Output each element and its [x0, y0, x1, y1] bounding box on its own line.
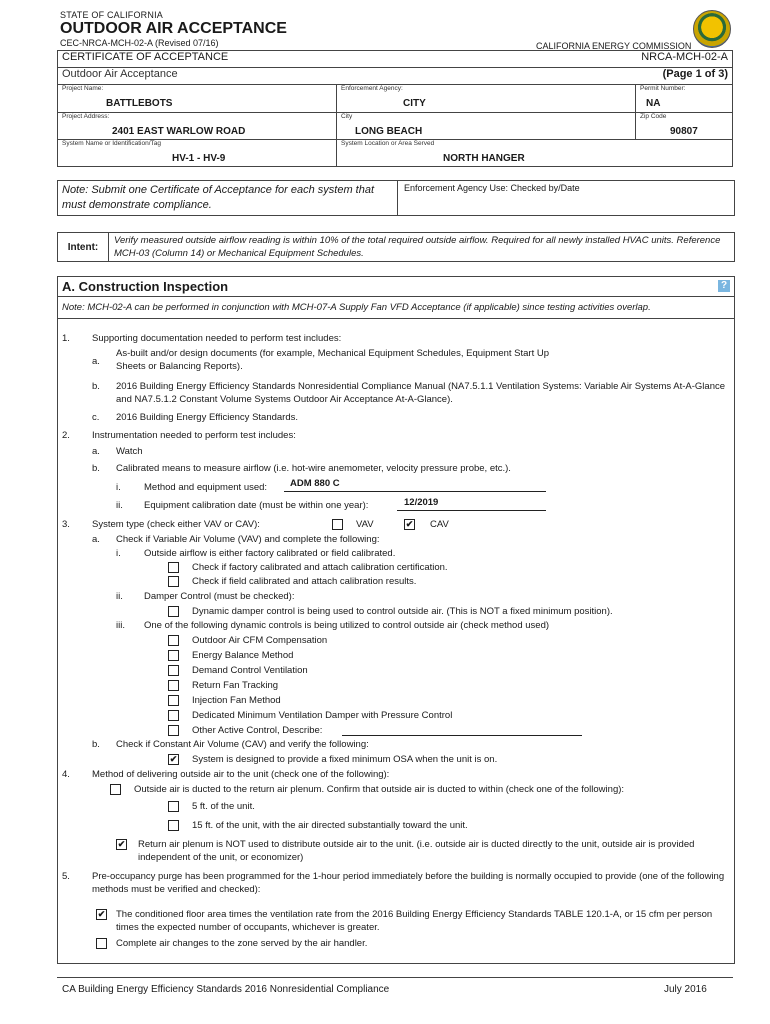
field-calibrated-label: Check if field calibrated and attach calibration results.: [192, 576, 417, 587]
factory-calibrated-label: Check if factory calibrated and attach calibration certification.: [192, 562, 448, 573]
intent-box: [57, 232, 735, 262]
item-3aiii-num: iii.: [116, 620, 125, 631]
item-1-number: 1.: [62, 333, 70, 344]
method-dcv-checkbox[interactable]: [168, 665, 179, 676]
item-2a-letter: a.: [92, 446, 100, 457]
method-other-checkbox[interactable]: [168, 725, 179, 736]
method-dedicated-damper-checkbox[interactable]: [168, 710, 179, 721]
factory-calibrated-checkbox[interactable]: [168, 562, 179, 573]
address-cell[interactable]: [58, 113, 337, 140]
item-3a-letter: a.: [92, 534, 100, 545]
item-2a-text: Watch: [116, 446, 143, 457]
item-5-number: 5.: [62, 871, 70, 882]
note-box: [57, 180, 735, 216]
permit-cell[interactable]: [636, 85, 733, 113]
plenum-not-used-label: Return air plenum is NOT used to distribute outside air to the unit. (i.e. outside air is ducted directly to the unit, outside air is provided independent of the unit, or economizer): [138, 839, 695, 863]
address-label: Project Address:: [62, 113, 110, 120]
within-15ft-checkbox[interactable]: [168, 820, 179, 831]
item-2-number: 2.: [62, 430, 70, 441]
agency-use-field[interactable]: Enforcement Agency Use: Checked by/Date: [404, 183, 580, 193]
project-name-value: BATTLEBOTS: [106, 98, 173, 109]
item-3aii-text: Damper Control (must be checked):: [144, 591, 295, 602]
method-other-label: Other Active Control, Describe:: [192, 725, 323, 736]
submit-note: Note: Submit one Certificate of Acceptance for each system that must demonstrate compliance.: [58, 181, 398, 215]
dynamic-damper-label: Dynamic damper control is being used to control outside air. (This is NOT a fixed minimum position).: [192, 606, 613, 617]
system-location-cell[interactable]: [337, 140, 733, 167]
section-construction-inspection: [57, 276, 735, 964]
item-1b-letter: b.: [92, 381, 100, 392]
zip-value: 90807: [670, 126, 698, 137]
within-5ft-checkbox[interactable]: [168, 801, 179, 812]
system-name-label: System Name or Identification/Tag: [62, 140, 161, 147]
form-id: CEC-NRCA-MCH-02-A (Revised 07/16): [60, 38, 219, 48]
address-value: 2401 EAST WARLOW ROAD: [112, 126, 246, 137]
cert-code: NRCA-MCH-02-A: [636, 51, 733, 68]
enforcement-value: CITY: [403, 98, 426, 109]
item-1c-letter: c.: [92, 412, 100, 423]
other-control-describe-field[interactable]: [342, 723, 582, 736]
footer-date: July 2016: [664, 984, 707, 995]
vav-label: VAV: [356, 519, 374, 530]
item-3b-letter: b.: [92, 739, 100, 750]
method-dcv-label: Demand Control Ventilation: [192, 665, 308, 676]
plenum-not-used-checkbox[interactable]: ✔: [117, 839, 126, 849]
commission-seal-icon: [693, 10, 731, 48]
form-title: OUTDOOR AIR ACCEPTANCE: [60, 20, 287, 37]
section-note: Note: MCH-02-A can be performed in conjunction with MCH-07-A Supply Fan VFD Acceptance (if applicable) since testing activities overlap.: [58, 297, 734, 319]
system-location-label: System Location or Area Served: [341, 140, 435, 147]
method-energy-balance-label: Energy Balance Method: [192, 650, 294, 661]
method-oa-cfm-checkbox[interactable]: [168, 635, 179, 646]
method-energy-balance-checkbox[interactable]: [168, 650, 179, 661]
intent-label: Intent:: [58, 233, 109, 261]
item-2bii-text: Equipment calibration date (must be within one year):: [144, 500, 369, 511]
ducted-to-plenum-label: Outside air is ducted to the return air plenum. Confirm that outside air is ducted to within (check one of the following):: [134, 784, 625, 795]
floor-area-ventilation-checkbox[interactable]: ✔: [97, 909, 106, 919]
system-name-cell[interactable]: [58, 140, 337, 167]
item-2-text: Instrumentation needed to perform test includes:: [92, 430, 296, 441]
zip-label: Zip Code: [640, 113, 667, 120]
footer-standards: CA Building Energy Efficiency Standards 2016 Nonresidential Compliance: [62, 984, 390, 995]
agency-label: CALIFORNIA ENERGY COMMISSION: [536, 41, 692, 51]
item-3ai-num: i.: [116, 548, 121, 559]
item-3aii-num: ii.: [116, 591, 123, 602]
item-1c-text: 2016 Building Energy Efficiency Standards.: [116, 412, 299, 423]
permit-label: Permit Number:: [640, 85, 686, 92]
system-location-value: NORTH HANGER: [443, 153, 525, 164]
item-1a-letter: a.: [92, 356, 100, 367]
city-cell[interactable]: [337, 113, 636, 140]
item-3ai-text: Outside airflow is either factory calibrated or field calibrated.: [144, 548, 396, 559]
zip-cell[interactable]: [636, 113, 733, 140]
intent-text: Verify measured outside airflow reading is within 10% of the total required outside airflow. Required for all newly installed HVAC units. Reference MCH-03 (Column 14) or Mechanical Equipment Schedules.: [114, 235, 721, 259]
item-4-number: 4.: [62, 769, 70, 780]
item-2bi-num: i.: [116, 482, 121, 493]
complete-air-changes-label: Complete air changes to the zone served by the air handler.: [116, 938, 368, 949]
field-calibrated-checkbox[interactable]: [168, 576, 179, 587]
method-return-fan-label: Return Fan Tracking: [192, 680, 279, 691]
project-info-table: [57, 50, 733, 167]
item-3a-text: Check if Variable Air Volume (VAV) and complete the following:: [116, 534, 380, 545]
item-1a-text: As-built and/or design documents (for example, Mechanical Equipment Schedules, Equipment Start Up Sheets or Balancing Reports).: [116, 348, 550, 372]
calibration-date-value: 12/2019: [404, 497, 439, 508]
item-5-text: Pre-occupancy purge has been programmed for the 1-hour period immediately before the building is normally occupied to provide (one of the following methods must be verified and checked):: [92, 871, 725, 895]
item-2bi-text: Method and equipment used:: [144, 482, 268, 493]
vav-checkbox[interactable]: [332, 519, 343, 530]
cert-title: CERTIFICATE OF ACCEPTANCE: [58, 51, 636, 68]
section-title-text: A. Construction Inspection: [62, 279, 229, 294]
help-icon[interactable]: ?: [718, 280, 730, 292]
method-injection-fan-label: Injection Fan Method: [192, 695, 281, 706]
cert-subtitle: Outdoor Air Acceptance: [58, 68, 636, 85]
cav-checkbox[interactable]: ✔: [405, 519, 414, 529]
section-title: [58, 277, 734, 297]
state-label: STATE OF CALIFORNIA: [60, 10, 163, 20]
item-2bii-num: ii.: [116, 500, 123, 511]
footer-divider: [57, 977, 733, 978]
item-1-text: Supporting documentation needed to perform test includes:: [92, 333, 342, 344]
item-2b-letter: b.: [92, 463, 100, 474]
page-indicator: (Page 1 of 3): [636, 68, 733, 85]
item-1b-text: 2016 Building Energy Efficiency Standards Nonresidential Compliance Manual (NA7.5.1.1 Ventilation Systems: Variable Air Systems At-A-Glance and NA7.5.1.2 Constant Volume Systems Outdoor Air Acceptance At-A-Glance).: [116, 381, 726, 405]
system-name-value: HV-1 - HV-9: [172, 153, 226, 164]
fixed-min-osa-checkbox[interactable]: ✔: [169, 754, 178, 764]
project-name-label: Project Name:: [62, 85, 104, 92]
fixed-min-osa-label: System is designed to provide a fixed minimum OSA when the unit is on.: [192, 754, 498, 765]
floor-area-ventilation-label: The conditioned floor area times the ventilation rate from the 2016 Building Energy Efficiency Standards TABLE 120.1-A, or 15 cfm per person times the expected number of occupants, whichever is greater.: [116, 909, 713, 933]
enforcement-label: Enforcement Agency:: [341, 85, 403, 92]
method-return-fan-checkbox[interactable]: [168, 680, 179, 691]
dynamic-damper-checkbox[interactable]: [168, 606, 179, 617]
city-value: LONG BEACH: [355, 126, 423, 137]
method-oa-cfm-label: Outdoor Air CFM Compensation: [192, 635, 328, 646]
complete-air-changes-checkbox[interactable]: [96, 938, 107, 949]
item-2b-text: Calibrated means to measure airflow (i.e. hot-wire anemometer, velocity pressure probe, etc.).: [116, 463, 511, 474]
project-name-cell[interactable]: [58, 85, 337, 113]
method-dedicated-damper-label: Dedicated Minimum Ventilation Damper with Pressure Control: [192, 710, 453, 721]
item-3-number: 3.: [62, 519, 70, 530]
enforcement-cell[interactable]: [337, 85, 636, 113]
within-5ft-label: 5 ft. of the unit.: [192, 801, 255, 812]
method-equipment-value: ADM 880 C: [290, 478, 340, 489]
permit-value: NA: [646, 98, 661, 109]
cav-label: CAV: [430, 519, 449, 530]
city-label: City: [341, 113, 353, 120]
ducted-to-plenum-checkbox[interactable]: [110, 784, 121, 795]
item-3aiii-text: One of the following dynamic controls is being utilized to control outside air (check method used): [144, 620, 550, 631]
within-15ft-label: 15 ft. of the unit, with the air directed substantially toward the unit.: [192, 820, 468, 831]
item-3b-text: Check if Constant Air Volume (CAV) and verify the following:: [116, 739, 369, 750]
item-3-text: System type (check either VAV or CAV):: [92, 519, 260, 530]
method-injection-fan-checkbox[interactable]: [168, 695, 179, 706]
item-4-text: Method of delivering outside air to the unit (check one of the following):: [92, 769, 390, 780]
